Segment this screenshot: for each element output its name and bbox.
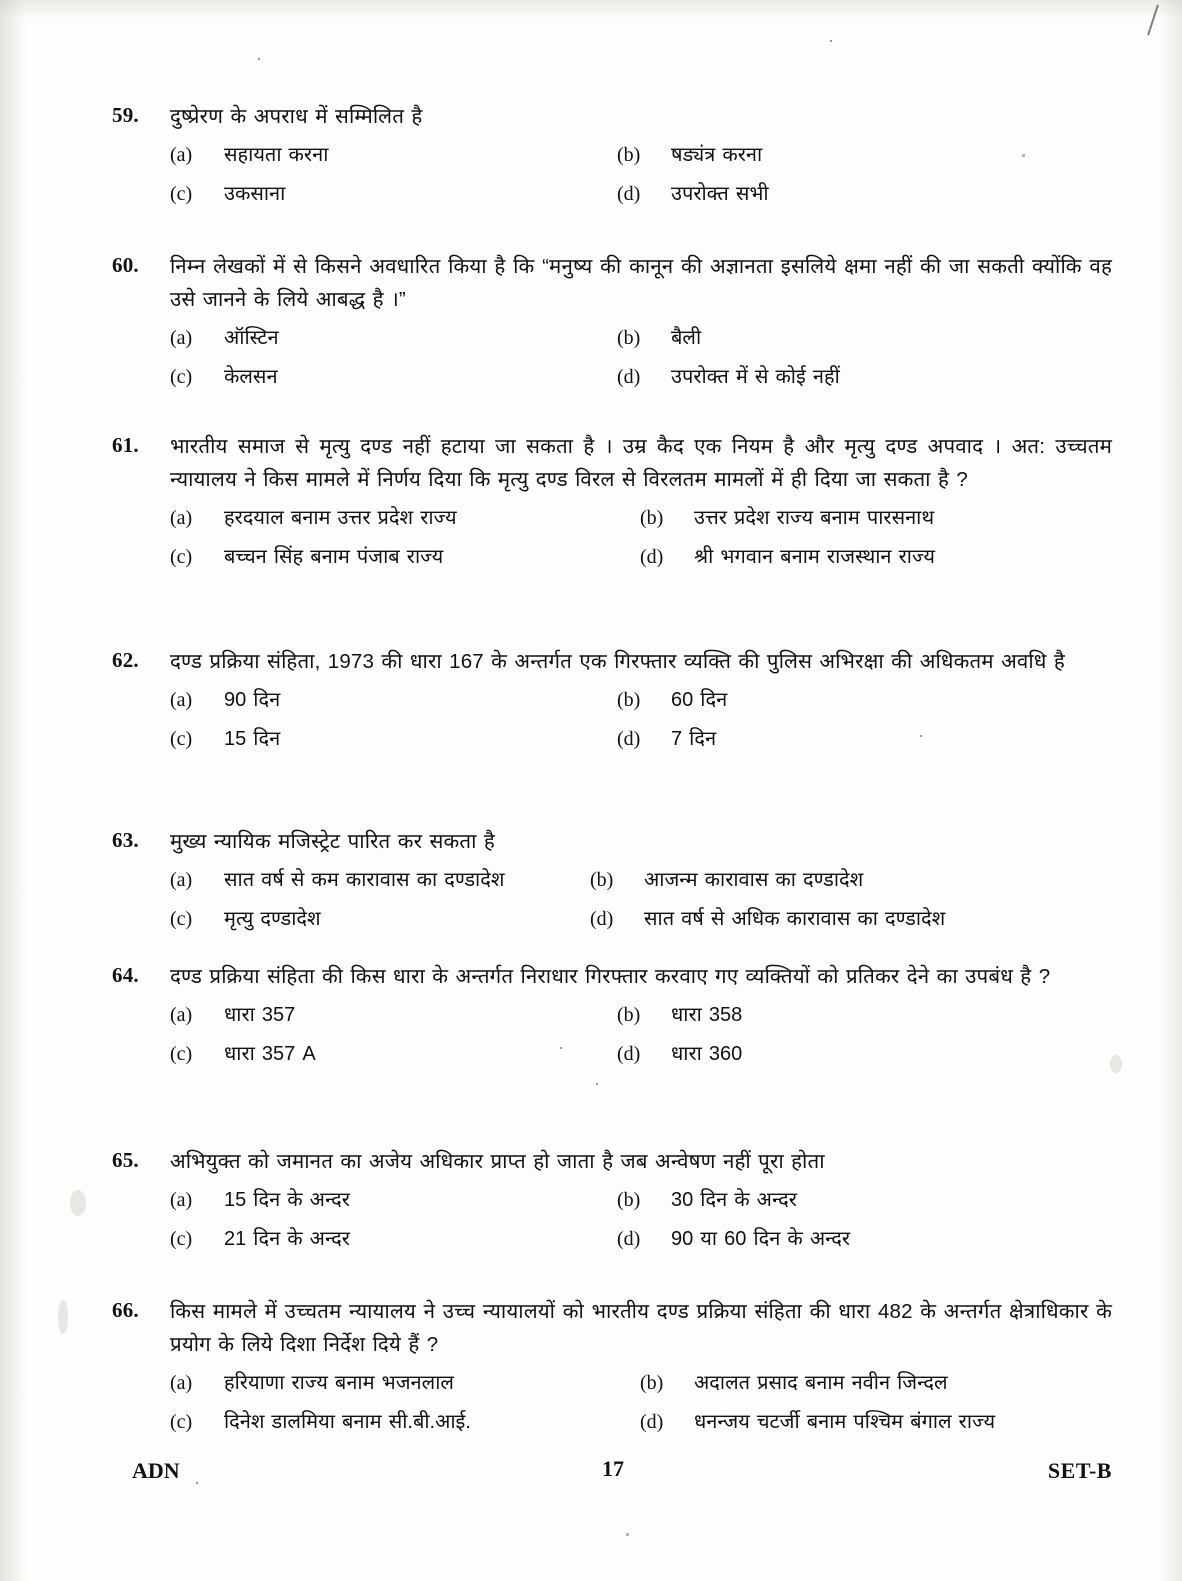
option-label: सात वर्ष से कम कारावास का दण्डादेश <box>224 869 505 892</box>
option-key: (d) <box>617 728 641 751</box>
question-header <box>112 1145 1112 1178</box>
option-list <box>170 685 1112 754</box>
option-label: धनन्जय चटर्जी बनाम पश्चिम बंगाल राज्य <box>694 1411 996 1434</box>
question-header <box>112 250 1112 316</box>
option-d[interactable] <box>617 362 1112 392</box>
option-c[interactable] <box>170 542 640 572</box>
option-c[interactable] <box>170 904 590 934</box>
question-number: 60. <box>112 253 139 277</box>
option-c[interactable] <box>170 362 617 392</box>
option-key: (d) <box>617 183 641 206</box>
question-header <box>112 1295 1112 1361</box>
option-list <box>170 503 1112 572</box>
option-label: धारा 357 A <box>224 1043 316 1066</box>
question-text: दुष्प्रेरण के अपराध में सम्मिलित है <box>170 105 423 128</box>
question-header <box>112 825 1112 858</box>
option-label: 30 दिन के अन्दर <box>671 1189 797 1212</box>
question-item-66 <box>112 1295 1112 1437</box>
option-label: उपरोक्त में से कोई नहीं <box>671 366 840 389</box>
option-list <box>170 865 1112 934</box>
option-b[interactable] <box>617 140 1112 170</box>
option-b[interactable] <box>617 685 1112 715</box>
question-text: भारतीय समाज से मृत्यु दण्ड नहीं हटाया जा सकता है । उम्र कैद एक नियम है और मृत्यु दण्ड अपवाद । अत: उच्चतम न्यायालय ने किस मामले में निर्णय दिया कि मृत्यु दण्ड विरल से विरलतम मामलों में ही दिया जा सकता है ? <box>170 435 1112 492</box>
option-c[interactable] <box>170 724 617 754</box>
question-item-60 <box>112 250 1112 392</box>
option-key: (a) <box>170 327 193 350</box>
option-c[interactable] <box>170 1224 617 1254</box>
option-a[interactable] <box>170 323 617 353</box>
question-text: अभियुक्त को जमानत का अजेय अधिकार प्राप्त हो जाता है जब अन्वेषण नहीं पूरा होता <box>170 1150 825 1173</box>
question-number: 64. <box>112 963 139 987</box>
option-label: आजन्म कारावास का दण्डादेश <box>644 869 864 892</box>
option-label: दिनेश डालमिया बनाम सी.बी.आई. <box>224 1411 471 1434</box>
option-label: षड्यंत्र करना <box>671 144 763 167</box>
option-label: 90 या 60 दिन के अन्दर <box>671 1228 851 1251</box>
option-label: बच्चन सिंह बनाम पंजाब राज्य <box>224 546 444 569</box>
option-d[interactable] <box>590 904 1112 934</box>
question-number: 63. <box>112 828 139 852</box>
option-label: धारा 358 <box>671 1004 743 1027</box>
option-key: (a) <box>170 1189 193 1212</box>
option-key: (c) <box>170 908 193 931</box>
option-a[interactable] <box>170 1000 617 1030</box>
option-list <box>170 140 1112 209</box>
question-header <box>112 960 1112 993</box>
option-list <box>170 1185 1112 1254</box>
option-key: (a) <box>170 1004 193 1027</box>
option-key: (c) <box>170 546 193 569</box>
question-number: 66. <box>112 1298 139 1322</box>
page-footer <box>112 1458 1112 1492</box>
question-header <box>112 430 1112 496</box>
option-key: (b) <box>617 327 641 350</box>
option-label: सात वर्ष से अधिक कारावास का दण्डादेश <box>644 908 946 931</box>
question-header <box>112 100 1112 133</box>
option-key: (c) <box>170 1411 193 1434</box>
option-d[interactable] <box>617 724 1112 754</box>
option-label: केलसन <box>224 366 278 389</box>
option-c[interactable] <box>170 1039 617 1069</box>
option-label: उत्तर प्रदेश राज्य बनाम पारसनाथ <box>694 507 935 530</box>
option-label: उपरोक्त सभी <box>671 183 769 206</box>
option-d[interactable] <box>640 1407 1112 1437</box>
option-key: (b) <box>640 1372 664 1395</box>
set-label: SET-B <box>1047 1458 1112 1483</box>
question-item-61 <box>112 430 1112 572</box>
option-key: (a) <box>170 1372 193 1395</box>
option-key: (a) <box>170 144 193 167</box>
option-key: (d) <box>617 1228 641 1251</box>
option-label: मृत्यु दण्डादेश <box>224 908 321 931</box>
question-text: दण्ड प्रक्रिया संहिता की किस धारा के अन्तर्गत निराधार गिरफ्तार करवाए गए व्यक्तियों को प्रतिकर देने का उपबंध है ? <box>170 965 1051 988</box>
option-b[interactable] <box>617 1000 1112 1030</box>
option-d[interactable] <box>617 1039 1112 1069</box>
option-label: 21 दिन के अन्दर <box>224 1228 350 1251</box>
option-label: हरियाणा राज्य बनाम भजनलाल <box>224 1372 454 1395</box>
option-list <box>170 323 1112 392</box>
option-b[interactable] <box>617 1185 1112 1215</box>
option-label: 7 दिन <box>671 728 717 751</box>
option-list <box>170 1368 1112 1437</box>
option-key: (c) <box>170 183 193 206</box>
option-a[interactable] <box>170 1368 640 1398</box>
option-a[interactable] <box>170 865 590 895</box>
option-label: सहायता करना <box>224 144 329 167</box>
option-b[interactable] <box>640 1368 1112 1398</box>
option-label: 90 दिन <box>224 689 281 712</box>
option-key: (b) <box>617 689 641 712</box>
option-a[interactable] <box>170 1185 617 1215</box>
option-key: (d) <box>617 1043 641 1066</box>
question-item-62 <box>112 645 1112 754</box>
question-text: दण्ड प्रक्रिया संहिता, 1973 की धारा 167 के अन्तर्गत एक गिरफ्तार व्यक्ति की पुलिस अभिरक्षा की अधिकतम अवधि है <box>170 650 1065 673</box>
option-c[interactable] <box>170 179 617 209</box>
option-a[interactable] <box>170 140 617 170</box>
paper-code: ADN <box>132 1458 180 1483</box>
option-key: (a) <box>170 689 193 712</box>
option-label: धारा 357 <box>224 1004 296 1027</box>
question-number: 62. <box>112 648 139 672</box>
option-key: (b) <box>640 507 664 530</box>
question-header <box>112 645 1112 678</box>
option-c[interactable] <box>170 1407 640 1437</box>
option-key: (d) <box>617 366 641 389</box>
option-label: बैली <box>671 327 702 350</box>
question-item-59 <box>112 100 1112 209</box>
option-d[interactable] <box>640 542 1112 572</box>
option-key: (d) <box>590 908 614 931</box>
option-key: (d) <box>640 1411 664 1434</box>
option-label: 60 दिन <box>671 689 728 712</box>
option-list <box>170 1000 1112 1069</box>
option-key: (b) <box>590 869 614 892</box>
option-key: (c) <box>170 728 193 751</box>
option-b[interactable] <box>617 323 1112 353</box>
option-d[interactable] <box>617 1224 1112 1254</box>
question-number: 61. <box>112 433 139 457</box>
question-number: 59. <box>112 103 139 127</box>
option-label: धारा 360 <box>671 1043 743 1066</box>
option-key: (b) <box>617 1189 641 1212</box>
question-text: मुख्य न्यायिक मजिस्ट्रेट पारित कर सकता है <box>170 830 495 853</box>
option-key: (c) <box>170 1228 193 1251</box>
option-label: अदालत प्रसाद बनाम नवीन जिन्दल <box>694 1372 948 1395</box>
option-a[interactable] <box>170 503 640 533</box>
option-a[interactable] <box>170 685 617 715</box>
page-number: 17 <box>602 1456 624 1481</box>
option-key: (a) <box>170 507 193 530</box>
option-key: (c) <box>170 1043 193 1066</box>
question-text: किस मामले में उच्चतम न्यायालय ने उच्च न्यायालयों को भारतीय दण्ड प्रक्रिया संहिता की धारा 482 के अन्तर्गत क्षेत्राधिकार के प्रयोग के लिये दिशा निर्देश दिये हैं ? <box>170 1300 1112 1357</box>
option-label: उकसाना <box>224 183 286 206</box>
question-item-63 <box>112 825 1112 934</box>
option-d[interactable] <box>617 179 1112 209</box>
option-label: ऑस्टिन <box>224 327 279 350</box>
option-key: (a) <box>170 869 193 892</box>
option-label: हरदयाल बनाम उत्तर प्रदेश राज्य <box>224 507 457 530</box>
question-item-64 <box>112 960 1112 1069</box>
option-key: (b) <box>617 1004 641 1027</box>
option-b[interactable] <box>640 503 1112 533</box>
option-label: 15 दिन <box>224 728 281 751</box>
option-key: (b) <box>617 144 641 167</box>
option-key: (c) <box>170 366 193 389</box>
option-b[interactable] <box>590 865 1112 895</box>
option-label: 15 दिन के अन्दर <box>224 1189 350 1212</box>
option-key: (d) <box>640 546 664 569</box>
question-item-65 <box>112 1145 1112 1254</box>
question-text: निम्न लेखकों में से किसने अवधारित किया है कि “मनुष्य की कानून की अज्ञानता इसलिये क्षमा नहीं की जा सकती क्योंकि वह उसे जानने के लिये आबद्ध है ।” <box>170 255 1112 312</box>
option-label: श्री भगवान बनाम राजस्थान राज्य <box>694 546 935 569</box>
question-number: 65. <box>112 1148 139 1172</box>
